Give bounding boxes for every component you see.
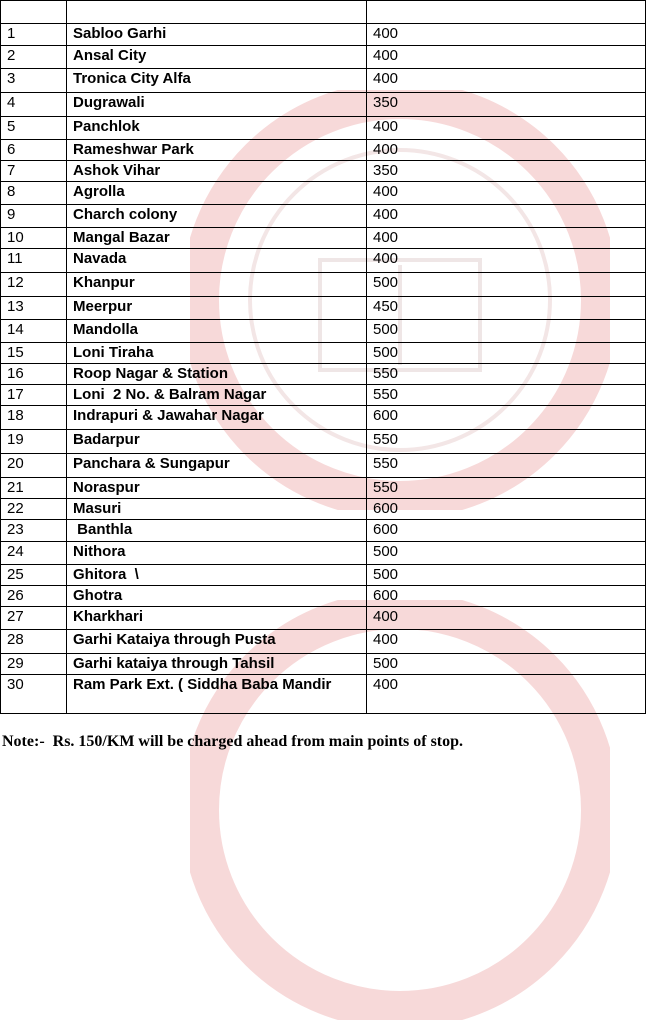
row-place: Charch colony (67, 205, 367, 228)
row-rent: 400 (367, 140, 646, 161)
row-sn: 30 (1, 675, 67, 714)
row-place: Dugrawali (67, 93, 367, 117)
note-text: Note:- Rs. 150/KM will be charged ahead from main points of stop. (2, 733, 464, 750)
row-rent: 500 (367, 565, 646, 586)
row-sn: 27 (1, 607, 67, 630)
row-sn: 12 (1, 273, 67, 297)
row-place: Mandolla (67, 320, 367, 343)
row-rent: 400 (367, 24, 646, 46)
table-row (1, 565, 646, 586)
table-row (1, 24, 646, 46)
row-rent: 600 (367, 520, 646, 542)
table-row (1, 364, 646, 385)
row-sn: 8 (1, 182, 67, 205)
table-row (1, 520, 646, 542)
row-rent: 350 (367, 161, 646, 182)
row-rent: 400 (367, 630, 646, 654)
row-rent: 450 (367, 297, 646, 320)
row-sn: 1 (1, 24, 67, 46)
row-rent: 400 (367, 249, 646, 273)
table-header-row (1, 1, 646, 24)
table-row (1, 273, 646, 297)
row-rent: 500 (367, 320, 646, 343)
table-row (1, 46, 646, 69)
row-sn: 9 (1, 205, 67, 228)
row-place: Ghotra (67, 586, 367, 607)
row-place: Agrolla (67, 182, 367, 205)
row-place: Ghitora \ (67, 565, 367, 586)
row-rent: 500 (367, 343, 646, 364)
table-row (1, 430, 646, 454)
row-rent: 500 (367, 654, 646, 675)
table-row (1, 161, 646, 182)
table-row (1, 630, 646, 654)
row-place: Roop Nagar & Station (67, 364, 367, 385)
table-row (1, 297, 646, 320)
row-sn: 19 (1, 430, 67, 454)
table-row (1, 117, 646, 140)
row-place: Nithora (67, 542, 367, 565)
row-sn: 13 (1, 297, 67, 320)
row-rent: 600 (367, 586, 646, 607)
row-sn: 23 (1, 520, 67, 542)
row-sn: 11 (1, 249, 67, 273)
row-place: Mangal Bazar (67, 228, 367, 249)
row-sn: 7 (1, 161, 67, 182)
row-sn: 6 (1, 140, 67, 161)
row-sn: 24 (1, 542, 67, 565)
table-row (1, 249, 646, 273)
row-rent: 550 (367, 364, 646, 385)
row-place: Loni Tiraha (67, 343, 367, 364)
table-row (1, 182, 646, 205)
row-sn: 3 (1, 69, 67, 93)
row-sn: 29 (1, 654, 67, 675)
row-place: Ansal City (67, 46, 367, 69)
row-place: Badarpur (67, 430, 367, 454)
table-row (1, 654, 646, 675)
row-rent: 550 (367, 430, 646, 454)
row-place: Navada (67, 249, 367, 273)
row-place: Meerpur (67, 297, 367, 320)
row-rent: 400 (367, 46, 646, 69)
row-rent: 400 (367, 205, 646, 228)
row-rent: 500 (367, 273, 646, 297)
table-row (1, 228, 646, 249)
table-row (1, 343, 646, 364)
row-sn: 10 (1, 228, 67, 249)
header-place: PLACE (67, 1, 367, 24)
header-rent-charges: RENT CHARGES (367, 1, 646, 24)
row-sn: 26 (1, 586, 67, 607)
row-sn: 20 (1, 454, 67, 478)
table-row (1, 385, 646, 406)
row-place: Tronica City Alfa (67, 69, 367, 93)
table-row (1, 69, 646, 93)
row-sn: 5 (1, 117, 67, 140)
row-place: Garhi Kataiya through Pusta (67, 630, 367, 654)
row-place: Garhi kataiya through Tahsil (67, 654, 367, 675)
table-row (1, 478, 646, 499)
row-sn: 4 (1, 93, 67, 117)
row-rent: 400 (367, 182, 646, 205)
row-sn: 14 (1, 320, 67, 343)
table-row (1, 93, 646, 117)
table-row (1, 320, 646, 343)
row-sn: 21 (1, 478, 67, 499)
row-sn: 2 (1, 46, 67, 69)
row-rent: 550 (367, 385, 646, 406)
table-row (1, 607, 646, 630)
row-rent: 400 (367, 117, 646, 140)
table-row (1, 675, 646, 714)
header-sn: S.N (1, 1, 67, 24)
row-place: Panchlok (67, 117, 367, 140)
row-rent: 400 (367, 675, 646, 714)
row-rent: 500 (367, 542, 646, 565)
table-row (1, 205, 646, 228)
row-sn: 15 (1, 343, 67, 364)
row-place: Loni 2 No. & Balram Nagar (67, 385, 367, 406)
table-row (1, 140, 646, 161)
row-place: Khanpur (67, 273, 367, 297)
row-place: Ashok Vihar (67, 161, 367, 182)
row-rent: 400 (367, 69, 646, 93)
row-rent: 600 (367, 406, 646, 430)
row-place: Masuri (67, 499, 367, 520)
row-place: Noraspur (67, 478, 367, 499)
row-place: Sabloo Garhi (67, 24, 367, 46)
row-place: Banthla (67, 520, 367, 542)
row-sn: 16 (1, 364, 67, 385)
table-row (1, 406, 646, 430)
row-sn: 25 (1, 565, 67, 586)
table-row (1, 499, 646, 520)
row-place: Panchara & Sungapur (67, 454, 367, 478)
row-rent: 550 (367, 478, 646, 499)
row-sn: 18 (1, 406, 67, 430)
row-rent: 600 (367, 499, 646, 520)
table-row (1, 586, 646, 607)
row-place: Indrapuri & Jawahar Nagar (67, 406, 367, 430)
row-sn: 22 (1, 499, 67, 520)
row-sn: 28 (1, 630, 67, 654)
row-place: Kharkhari (67, 607, 367, 630)
row-place: Ram Park Ext. ( Siddha Baba Mandir (67, 675, 367, 714)
table-row (1, 542, 646, 565)
row-rent: 350 (367, 93, 646, 117)
row-rent: 550 (367, 454, 646, 478)
row-rent: 400 (367, 607, 646, 630)
table-row (1, 454, 646, 478)
row-rent: 400 (367, 228, 646, 249)
row-place: Rameshwar Park (67, 140, 367, 161)
row-sn: 17 (1, 385, 67, 406)
